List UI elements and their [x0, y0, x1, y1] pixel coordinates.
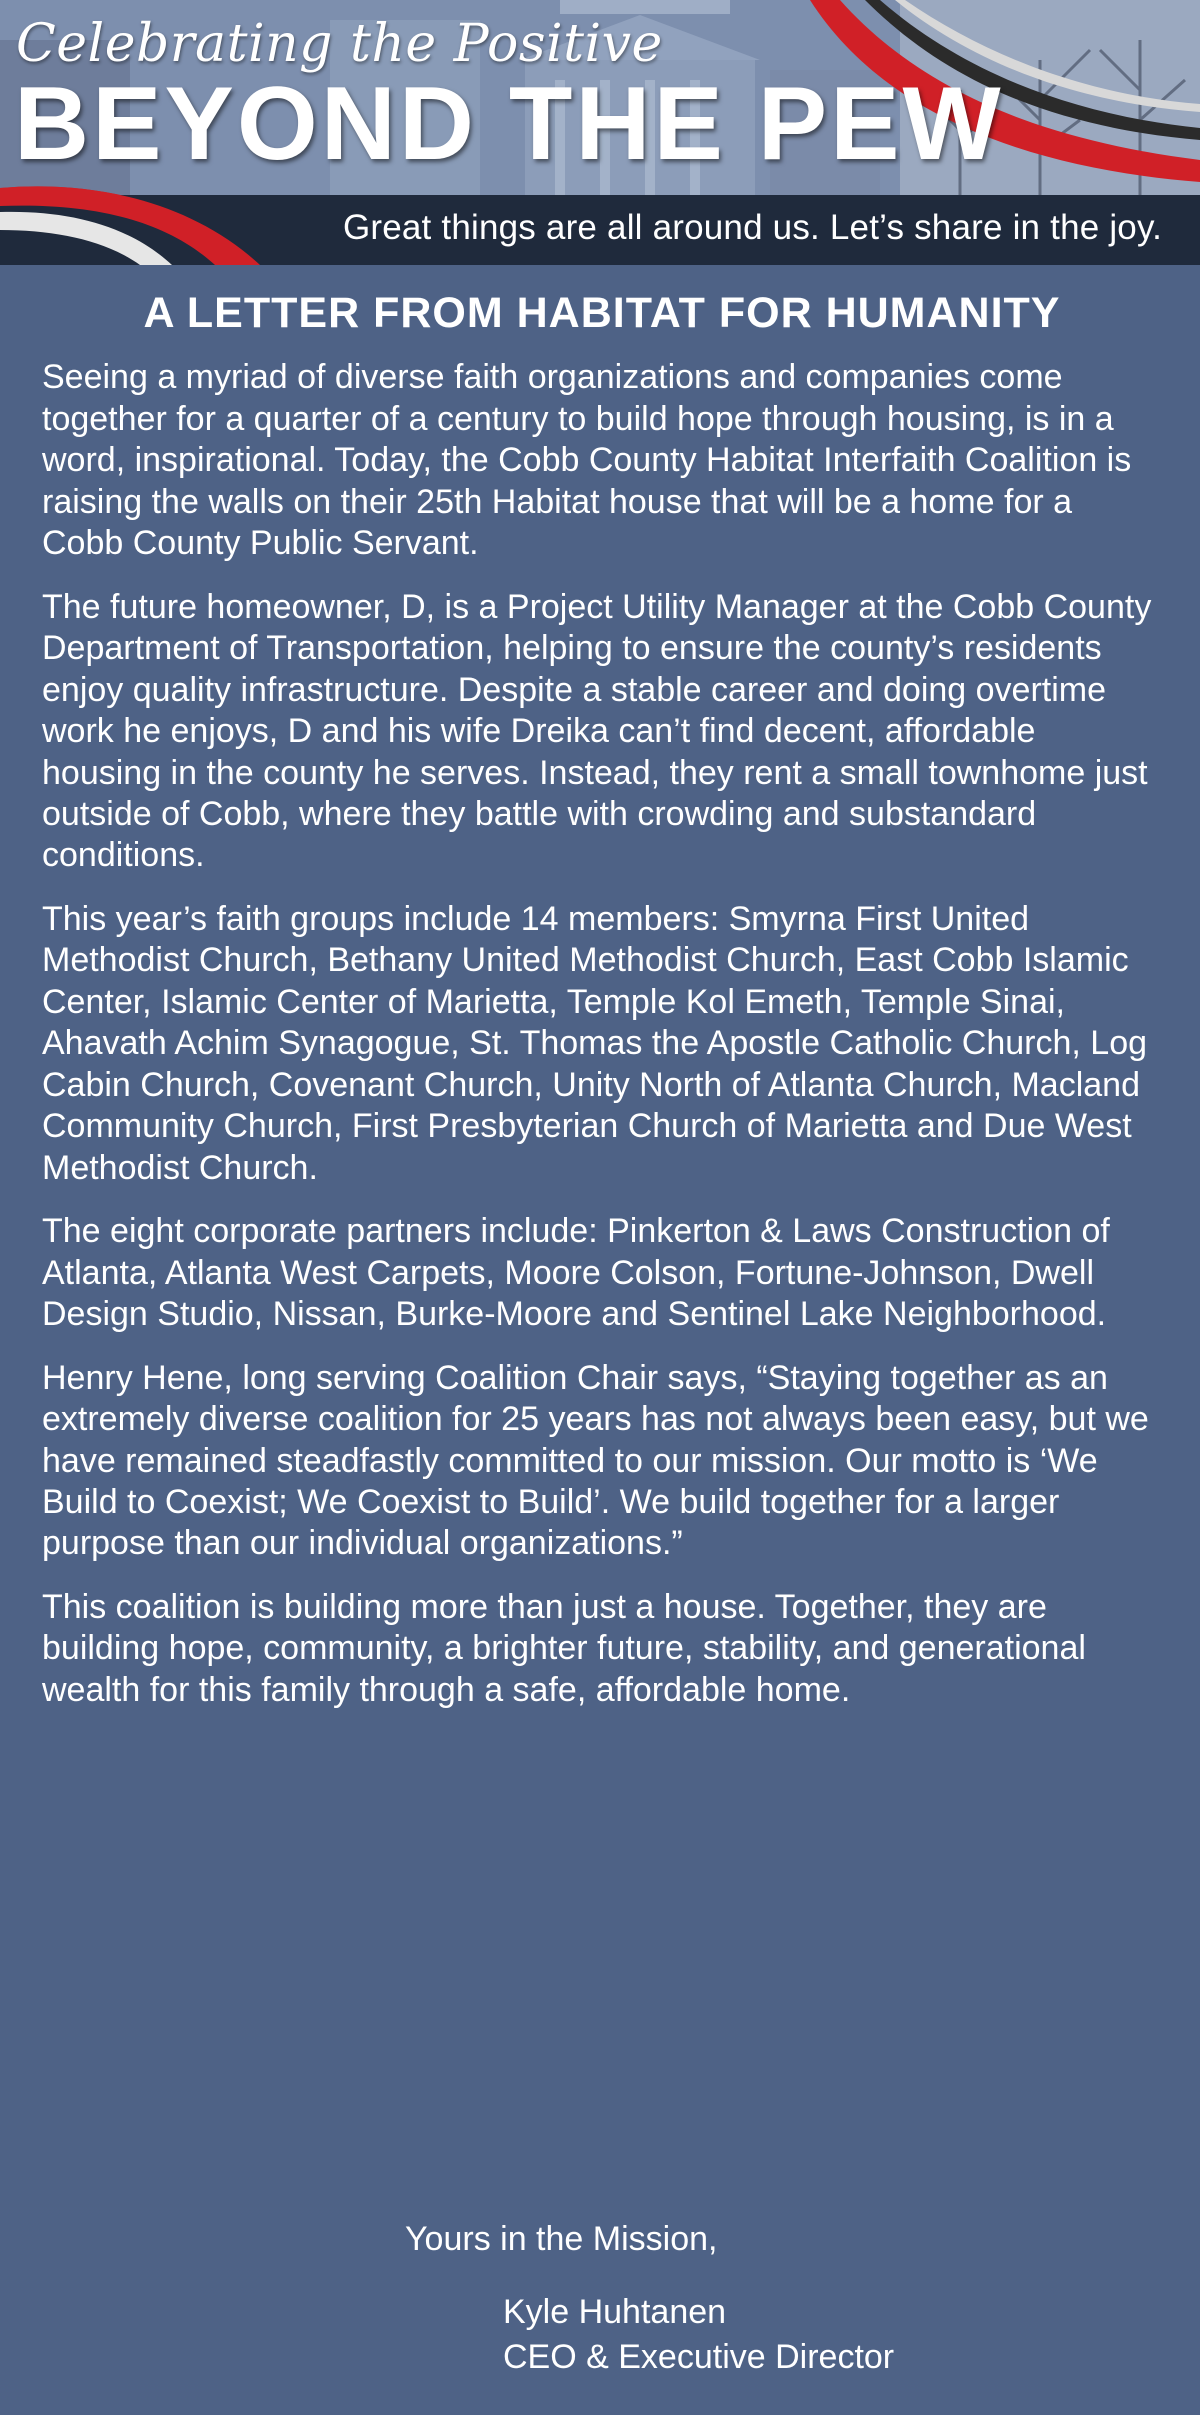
signer-name: Kyle Huhtanen: [503, 2293, 727, 2331]
letter-paragraph: Seeing a myriad of diverse faith organizations and companies come together for a quarter of a century to build hope through housing, is in a word, inspirational. Today, the Cobb County Habitat Interfaith Coalition is raising the walls on their 25th Habitat house that will be a home for a Cobb County Public Servant.: [42, 358, 1132, 563]
signature-block: [503, 2290, 894, 2380]
header-script-title: Celebrating the Positive: [16, 14, 663, 74]
letter-paragraph: This coalition is building more than just a house. Together, they are building hope, community, a brighter future, stability, and generational wealth for this family through a safe, affordable home.: [42, 1587, 1086, 1709]
header-tagline: Great things are all around us. Let’s share in the joy.: [342, 208, 1162, 247]
header-main-title: BEYOND THE PEW: [14, 66, 1004, 182]
header-banner: [0, 0, 1200, 265]
letter-signoff: Yours in the Mission,: [405, 2220, 718, 2258]
letter-body: [42, 290, 1162, 1733]
letter-paragraph: This year’s faith groups include 14 members: Smyrna First United Methodist Church, Bethany United Methodist Church, East Cobb Islamic Center, Islamic Center of Marietta, Temple Kol Emeth, Temple Sinai, Ahavath Achim Synagogue, St. Thomas the Apostle Catholic Church, Log Cabin Church, Covenant Church, Unity North of Atlanta Church, Macland Community Church, First Presbyterian Church of Marietta and Due West Methodist Church.: [42, 899, 1148, 1187]
signer-title: CEO & Executive Director: [503, 2338, 895, 2377]
letter-paragraph: The eight corporate partners include: Pinkerton & Laws Construction of Atlanta, Atlanta West Carpets, Moore Colson, Fortune-Johnson, Dwell Design Studio, Nissan, Burke-Moore and Sentinel Lake Neighborhood.: [42, 1212, 1110, 1334]
letter-paragraph: Henry Hene, long serving Coalition Chair says, “Staying together as an extremely diverse coalition for 25 years has not always been easy, but we have remained steadfastly committed to our mission. Our motto is ‘We Build to Coexist; We Coexist to Build’. We build together for a larger purpose than our individual organizations.”: [42, 1358, 1149, 1563]
letter-paragraph: The future homeowner, D, is a Project Utility Manager at the Cobb County Department of Transportation, helping to ensure the county’s residents enjoy quality infrastructure. Despite a stable career and doing overtime work he enjoys, D and his wife Dreika can’t find decent, affordable housing in the county he serves. Instead, they rent a small townhome just outside of Cobb, where they battle with crowding and substandard conditions.: [42, 587, 1152, 875]
letter-heading: A LETTER FROM HABITAT FOR HUMANITY: [143, 289, 1061, 337]
